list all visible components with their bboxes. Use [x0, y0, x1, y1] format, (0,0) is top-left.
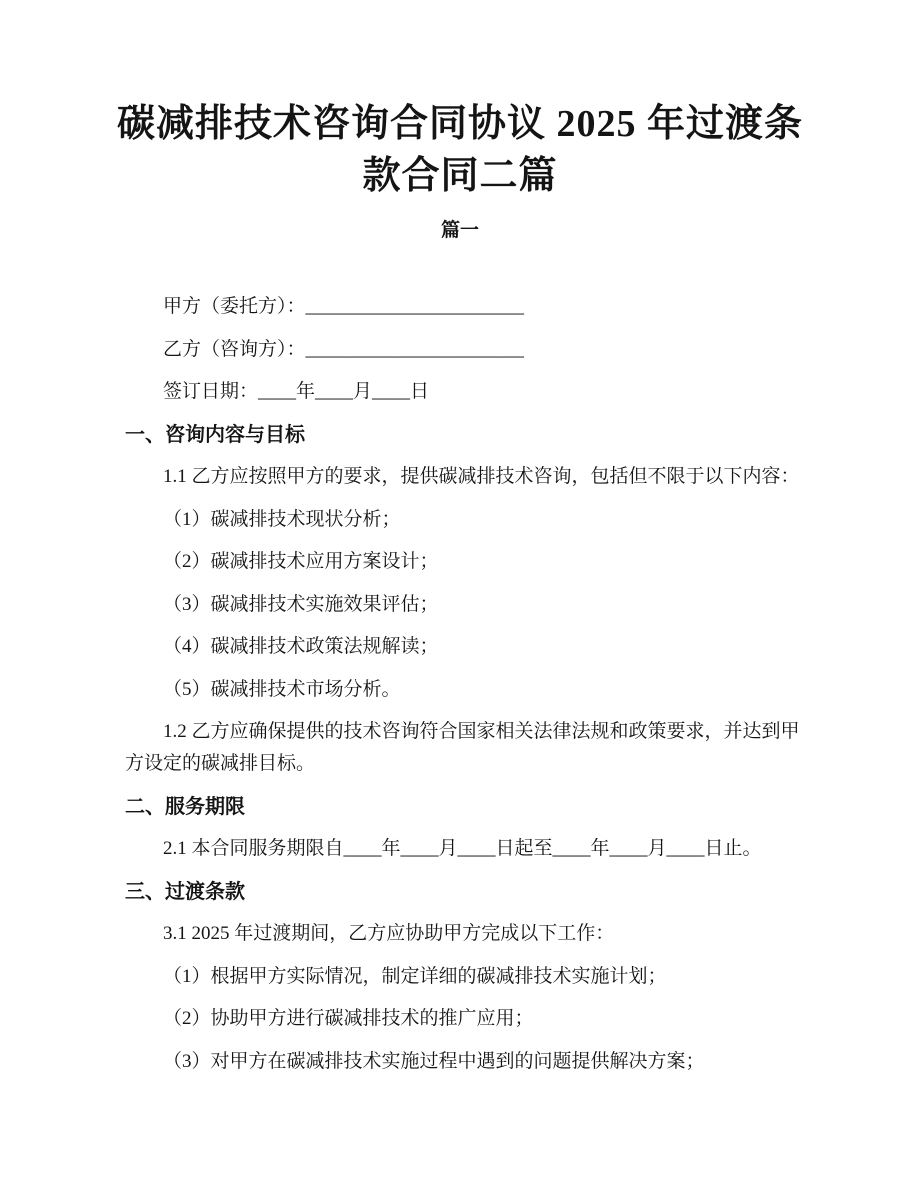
clause-2-1: 2.1 本合同服务期限自____年____月____日起至____年____月____日止。 — [163, 838, 762, 859]
sign-date-label: 签订日期： — [163, 381, 259, 402]
clause-1-1: 1.1 乙方应按照甲方的要求，提供碳减排技术咨询，包括但不限于以下内容： — [163, 466, 800, 487]
party-a-label: 甲方（委托方）： — [163, 296, 306, 317]
party-b-label: 乙方（咨询方）： — [163, 338, 306, 360]
clause-1-1-item-1: （1）碳减排技术现状分析； — [163, 508, 401, 530]
clause-3-1-item-2: （2）协助甲方进行碳减排技术的推广应用； — [163, 1008, 534, 1029]
clause-1-2: 1.2 乙方应确保提供的技术咨询符合国家相关法律法规和政策要求，并达到甲方设定的碳减排目标。 — [125, 721, 800, 774]
clause-1-1-item-4: （4）碳减排技术政策法规解读； — [163, 636, 439, 657]
party-a-fill-blank: _______________________ — [305, 296, 525, 317]
sign-date-fill-blanks: ____年____月____日 — [258, 381, 430, 402]
document-title: 碳减排技术咨询合同协议 2025 年过渡条款合同二篇 — [116, 103, 803, 197]
party-a-line — [125, 291, 812, 323]
section-2-heading: 二、服务期限 — [125, 795, 245, 818]
clause-1-1-item-2: （2）碳减排技术应用方案设计； — [163, 551, 439, 572]
clause-3-1-item-1: （1）根据甲方实际情况，制定详细的碳减排技术实施计划； — [163, 965, 667, 987]
party-b-fill-blank: _______________________ — [305, 338, 525, 360]
document-body — [125, 291, 812, 1078]
clause-1-1-item-5: （5）碳减排技术市场分析。 — [163, 678, 401, 700]
section-1-heading: 一、咨询内容与目标 — [125, 423, 305, 446]
section-3-heading: 三、过渡条款 — [125, 880, 245, 903]
clause-3-1-item-3: （3）对甲方在碳减排技术实施过程中遇到的问题提供解决方案； — [163, 1050, 705, 1072]
clause-1-1-item-3: （3）碳减排技术实施效果评估； — [163, 593, 439, 615]
clause-3-1: 3.1 2025 年过渡期间，乙方应协助甲方完成以下工作： — [163, 923, 615, 944]
party-b-line — [125, 334, 812, 366]
part-one-subtitle: 篇一 — [440, 220, 479, 241]
sign-date-line — [125, 376, 812, 408]
